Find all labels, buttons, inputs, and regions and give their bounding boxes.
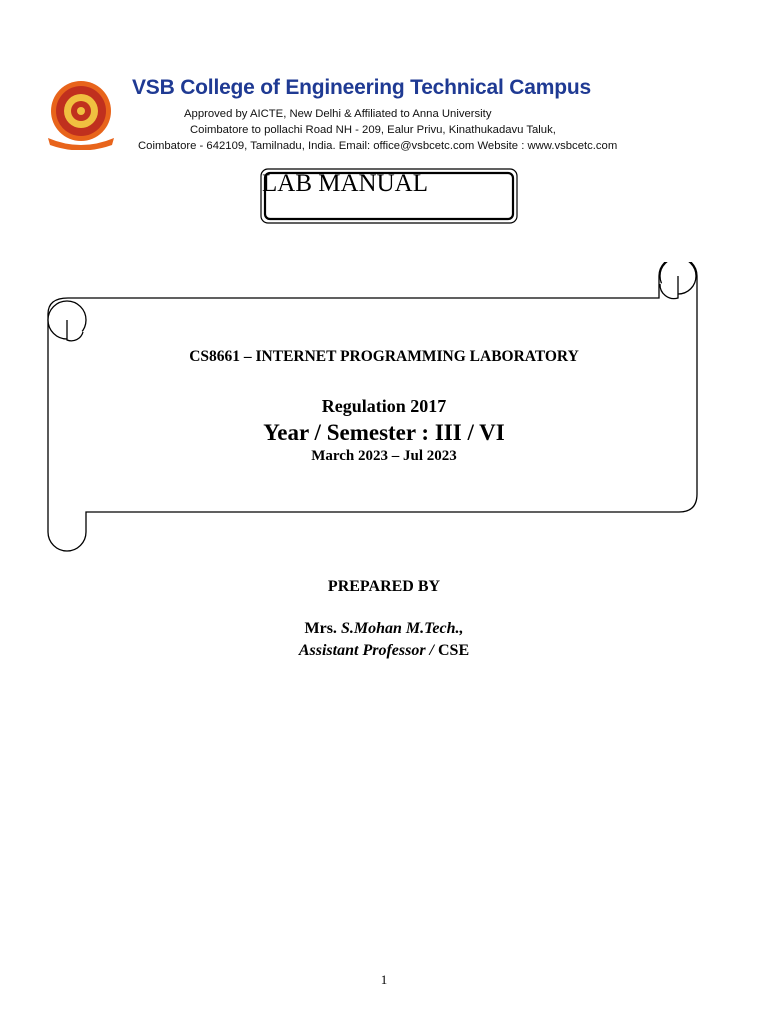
page-number: 1 <box>380 972 388 987</box>
college-name: VSB College of Engineering Technical Campus <box>132 76 591 99</box>
prepared-by-heading: PREPARED BY <box>327 578 441 595</box>
regulation: Regulation 2017 <box>321 396 447 416</box>
author-department: CSE <box>438 642 470 659</box>
designation-line <box>0 642 768 660</box>
author-name: S.Mohan M.Tech., <box>340 620 464 637</box>
session-dates: March 2023 – Jul 2023 <box>311 448 457 464</box>
page-title: LAB MANUAL <box>262 170 428 197</box>
address-line-1: Coimbatore to pollachi Road NH - 209, Ealur Privu, Kinathukadavu Taluk, <box>190 124 556 136</box>
college-seal-icon <box>42 78 120 150</box>
author-honorific: Mrs. <box>304 620 341 637</box>
author-line <box>0 620 768 638</box>
course-title: CS8661 – INTERNET PROGRAMMING LABORATORY <box>189 348 579 365</box>
approval-text: Approved by AICTE, New Delhi & Affiliated to Anna University <box>184 108 492 120</box>
address-line-2: Coimbatore - 642109, Tamilnadu, India. Email: office@vsbcetc.com Website : www.vsbcetc.com <box>138 140 618 152</box>
year-semester: Year / Semester : III / VI <box>263 420 505 445</box>
author-designation: Assistant Professor / <box>298 642 438 659</box>
